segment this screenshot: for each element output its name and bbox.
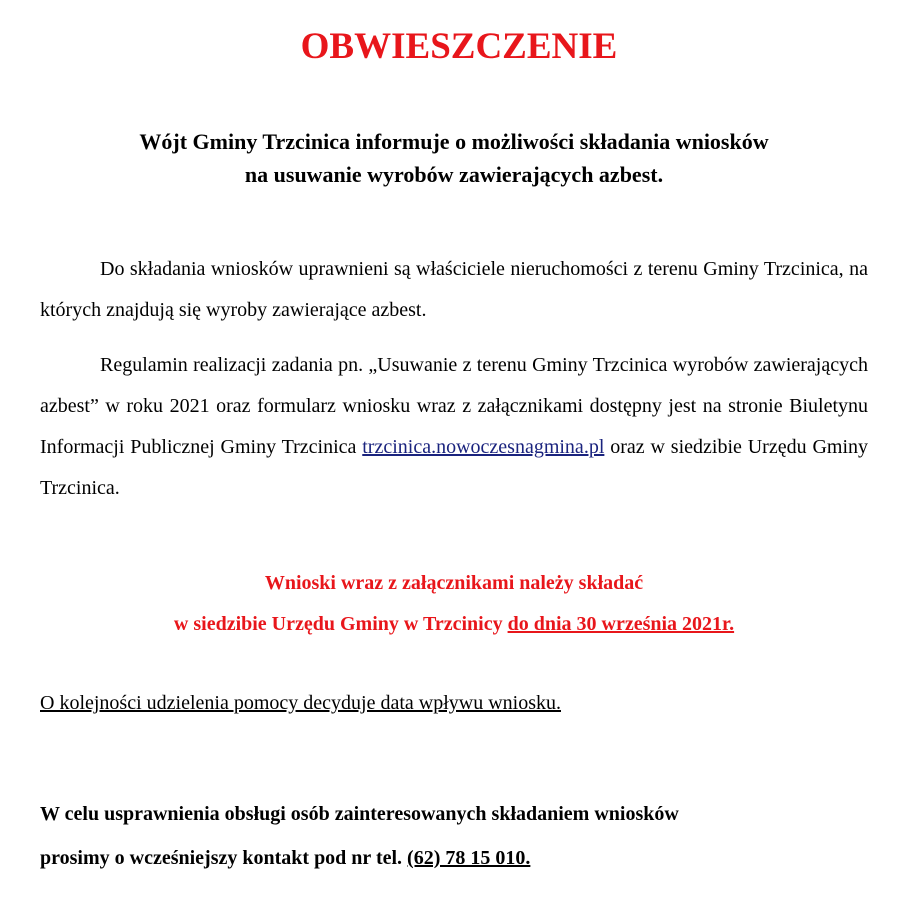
deadline-location: w siedzibie Urzędu Gminy w Trzcinicy (173, 613, 508, 635)
regulations-text: Regulamin realizacji zadania pn. „Usuwanie z terenu Gminy Trzcinica wyrobów zawierających azbest” w roku 2021 oraz formularz wniosku wraz z załącznikami dostępny jest na stronie Biuletynu Informacji Publicznej Gminy Trzcinica (40, 354, 868, 458)
deadline-date: do dnia 30 września 2021r. (507, 613, 735, 635)
regulations-text-end: oraz w siedzibie Urzędu Gminy Trzcinica. (40, 436, 869, 499)
notice-title: OBWIESZCZENIE (300, 26, 618, 67)
deadline-notice (40, 563, 868, 645)
contact-request: prosimy o wcześniejszy kontakt pod nr tel. (40, 847, 408, 869)
eligibility-paragraph: Do składania wniosków uprawnieni są właściciele nieruchomości z terenu Gminy Trzcinica, na których znajdują się wyroby zawierające azbest. (40, 258, 868, 321)
deadline-line-2 (40, 604, 868, 645)
subtitle-line-1: Wójt Gminy Trzcinica informuje o możliwości składania wniosków (139, 129, 769, 154)
phone-number: (62) 78 15 010. (407, 847, 531, 869)
notice-subtitle (40, 125, 868, 191)
subtitle-line-2: na usuwanie wyrobów zawierających azbest. (244, 162, 664, 187)
bip-link[interactable]: trzcinica.nowoczesnagmina.pl (362, 436, 605, 458)
contact-notice (40, 792, 868, 880)
contact-line-1: W celu usprawnienia obsługi osób zainteresowanych składaniem wniosków (40, 803, 679, 825)
deadline-line-1: Wnioski wraz z załącznikami należy składać (264, 572, 644, 594)
contact-line-2 (40, 836, 868, 880)
regulations-paragraph (40, 345, 868, 509)
order-note: O kolejności udzielenia pomocy decyduje data wpływu wniosku. (40, 692, 561, 714)
